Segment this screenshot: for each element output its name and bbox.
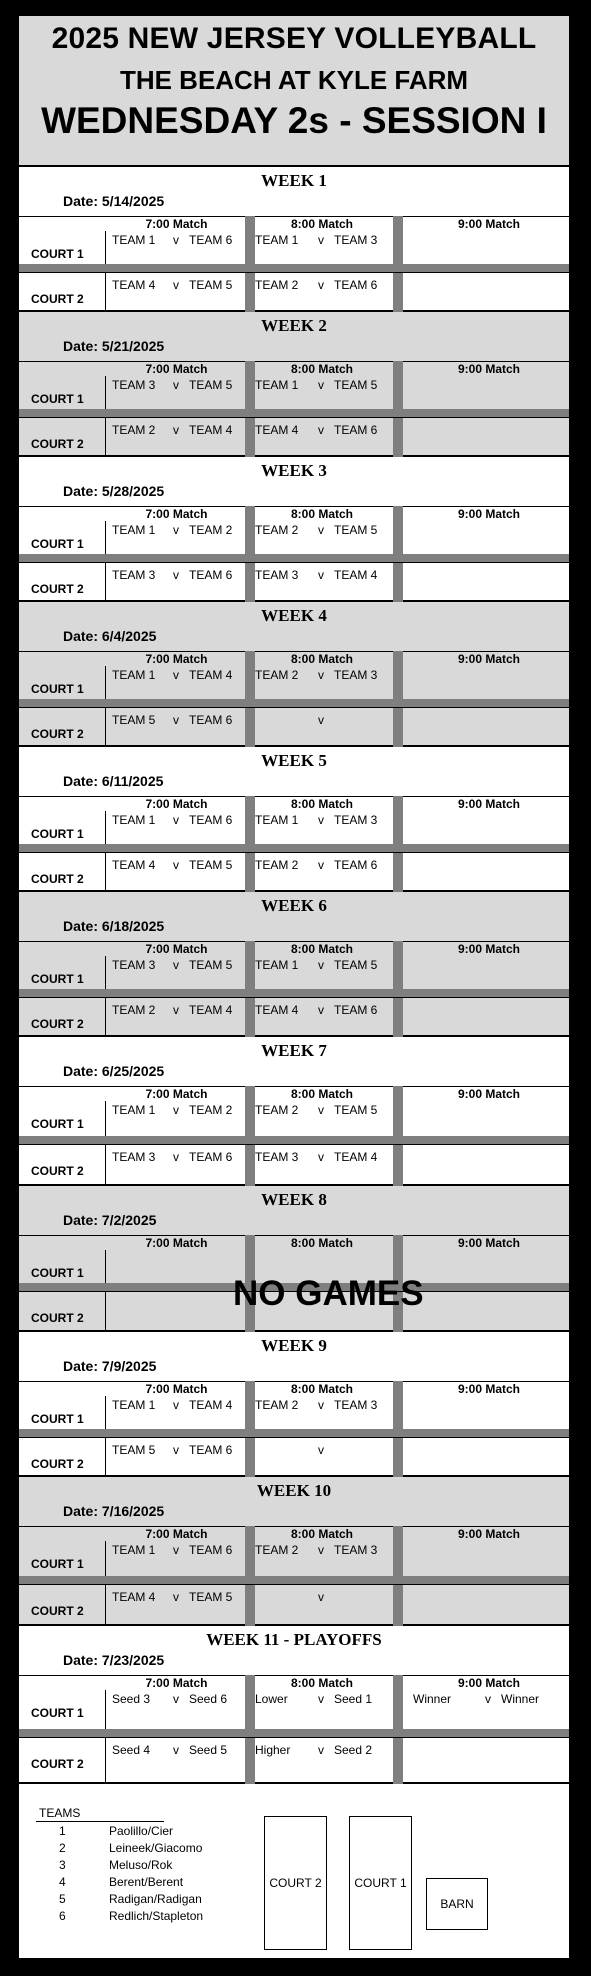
versus-mark: v [318, 858, 324, 872]
team-a: TEAM 1 [255, 958, 299, 972]
versus-mark: v [173, 423, 179, 437]
week-block [19, 747, 569, 892]
team-number: 5 [59, 1892, 66, 1906]
match-time-label: 8:00 Match [290, 1676, 354, 1690]
week-block [19, 1477, 569, 1626]
team-b: TEAM 6 [189, 1543, 233, 1557]
no-games-text: NO GAMES [233, 1274, 424, 1313]
match-time-row [19, 1381, 569, 1397]
match-time-label: 7:00 Match [145, 1527, 208, 1541]
team-number: 4 [59, 1875, 66, 1889]
week-title: WEEK 4 [261, 606, 327, 625]
versus-mark: v [318, 1743, 324, 1757]
team-a: TEAM 1 [112, 1103, 156, 1117]
court-2-label: COURT 2 [31, 1604, 84, 1618]
match-time-label: 9:00 Match [457, 507, 521, 521]
week-block [19, 457, 569, 602]
team-a: TEAM 1 [255, 378, 299, 392]
court-separator [19, 264, 569, 272]
court-row-line [19, 1584, 569, 1585]
team-a: TEAM 3 [112, 568, 156, 582]
match-time-label: 7:00 Match [145, 1676, 208, 1690]
court-2-label: COURT 2 [31, 872, 84, 886]
team-b: TEAM 5 [334, 378, 378, 392]
court-row-line [19, 1144, 569, 1145]
versus-mark: v [173, 378, 179, 392]
team-name: Paolillo/Cier [109, 1824, 174, 1838]
team-b: TEAM 6 [334, 423, 378, 437]
week-date: Date: 6/25/2025 [63, 1063, 165, 1079]
week-block [19, 892, 569, 1037]
team-b: TEAM 2 [189, 1103, 233, 1117]
week-title: WEEK 10 [256, 1481, 332, 1500]
versus-mark: v [173, 1743, 179, 1757]
team-a: TEAM 2 [255, 1398, 299, 1412]
court-2-label: COURT 2 [31, 1017, 84, 1031]
versus-mark: v [173, 1103, 179, 1117]
court-separator [19, 1136, 569, 1144]
court-2-label: COURT 2 [31, 292, 84, 306]
team-a: TEAM 2 [255, 668, 299, 682]
court-separator [19, 1729, 569, 1737]
teams-footer [19, 1784, 569, 1958]
team-b: TEAM 6 [334, 858, 378, 872]
week-block [19, 312, 569, 457]
week-title: WEEK 3 [261, 461, 327, 480]
versus-mark: v [173, 568, 179, 582]
versus-mark: v [173, 958, 179, 972]
team-b: TEAM 6 [189, 233, 233, 247]
week-date: Date: 6/18/2025 [63, 918, 165, 934]
team-a: TEAM 4 [112, 278, 156, 292]
court-2-label: COURT 2 [31, 727, 84, 741]
week-block [19, 1626, 569, 1784]
team-a: TEAM 2 [255, 858, 299, 872]
team-a: TEAM 4 [112, 858, 156, 872]
versus-mark: v [173, 713, 179, 727]
court-1-label: COURT 1 [31, 1706, 84, 1720]
versus-mark: v [173, 1398, 179, 1412]
court-2-label: COURT 2 [31, 1457, 84, 1471]
team-b: Winner [501, 1692, 540, 1706]
versus-mark: v [173, 278, 179, 292]
week-date: Date: 7/2/2025 [63, 1212, 157, 1228]
team-b: TEAM 5 [189, 278, 233, 292]
schedule-sheet [19, 16, 569, 1958]
versus-mark: v [318, 1443, 324, 1457]
match-time-row [19, 1235, 569, 1251]
team-b: TEAM 3 [334, 233, 378, 247]
team-b: TEAM 6 [189, 1443, 233, 1457]
league-title: 2025 NEW JERSEY VOLLEYBALL [51, 22, 537, 55]
court-1-label: COURT 1 [31, 972, 84, 986]
match-time-label: 8:00 Match [290, 797, 354, 811]
versus-mark: v [173, 1692, 179, 1706]
match-time-label: 8:00 Match [290, 652, 354, 666]
weeks-container [19, 167, 569, 1784]
versus-mark: v [173, 668, 179, 682]
versus-mark: v [318, 668, 324, 682]
team-a: Winner [413, 1692, 452, 1706]
week-title: WEEK 9 [261, 1336, 327, 1355]
team-name: Meluso/Rok [109, 1858, 173, 1872]
match-time-label: 8:00 Match [290, 1527, 354, 1541]
team-b: Seed 5 [189, 1743, 228, 1757]
court-row-line [19, 1737, 569, 1738]
team-a: TEAM 2 [112, 423, 156, 437]
week-block [19, 167, 569, 312]
court-row-line [19, 1437, 569, 1438]
court-1-label: COURT 1 [31, 1557, 84, 1571]
team-b: TEAM 5 [334, 958, 378, 972]
team-b: Seed 1 [334, 1692, 373, 1706]
court-2-map-label: COURT 2 [269, 1876, 322, 1890]
court-separator [19, 1576, 569, 1584]
week-block [19, 1186, 569, 1332]
versus-mark: v [318, 568, 324, 582]
court-1-map-label: COURT 1 [354, 1876, 407, 1890]
versus-mark: v [173, 1443, 179, 1457]
week-title: WEEK 8 [261, 1190, 327, 1209]
team-a: Seed 3 [112, 1692, 151, 1706]
team-a: TEAM 2 [255, 1543, 299, 1557]
team-a: Seed 4 [112, 1743, 151, 1757]
match-time-label: 8:00 Match [290, 942, 354, 956]
team-name: Berent/Berent [109, 1875, 184, 1889]
team-a: Lower [255, 1692, 288, 1706]
team-a: TEAM 3 [112, 378, 156, 392]
versus-mark: v [173, 1003, 179, 1017]
versus-mark: v [318, 378, 324, 392]
court-row-line [19, 417, 569, 418]
match-time-label: 9:00 Match [457, 217, 521, 231]
match-time-label: 8:00 Match [290, 507, 354, 521]
match-time-label: 9:00 Match [457, 1087, 521, 1101]
team-b: TEAM 4 [189, 668, 233, 682]
team-a: TEAM 1 [255, 813, 299, 827]
team-name: Leineek/Giacomo [109, 1841, 203, 1855]
team-b: Seed 6 [189, 1692, 228, 1706]
team-b: TEAM 3 [334, 1543, 378, 1557]
court-separator [19, 554, 569, 562]
team-b: TEAM 6 [189, 568, 233, 582]
team-number: 1 [59, 1824, 66, 1838]
team-b: TEAM 4 [189, 1003, 233, 1017]
team-a: TEAM 1 [112, 813, 156, 827]
team-number: 3 [59, 1858, 66, 1872]
match-time-label: 7:00 Match [145, 797, 208, 811]
versus-mark: v [173, 1150, 179, 1164]
barn-map-label: BARN [440, 1897, 474, 1911]
match-time-label: 9:00 Match [457, 1382, 521, 1396]
court-separator [19, 989, 569, 997]
match-time-label: 8:00 Match [290, 1087, 354, 1101]
week-title: WEEK 1 [261, 171, 327, 190]
team-a: TEAM 1 [112, 233, 156, 247]
match-time-row [19, 506, 569, 522]
match-time-label: 7:00 Match [145, 1236, 208, 1250]
court-2-label: COURT 2 [31, 1311, 84, 1325]
team-a: TEAM 3 [112, 958, 156, 972]
week-title: WEEK 5 [261, 751, 327, 770]
court-2-label: COURT 2 [31, 1164, 84, 1178]
team-a: TEAM 2 [255, 1103, 299, 1117]
team-a: TEAM 1 [255, 233, 299, 247]
court-1-label: COURT 1 [31, 1266, 84, 1280]
team-a: TEAM 3 [255, 1150, 299, 1164]
team-b: TEAM 5 [189, 1590, 233, 1604]
match-time-label: 9:00 Match [457, 362, 521, 376]
match-time-label: 9:00 Match [457, 797, 521, 811]
team-b: TEAM 6 [189, 713, 233, 727]
versus-mark: v [318, 1103, 324, 1117]
team-b: TEAM 6 [334, 1003, 378, 1017]
court-separator [19, 1429, 569, 1437]
week-date: Date: 7/16/2025 [63, 1503, 165, 1519]
team-number: 6 [59, 1909, 66, 1923]
team-a: TEAM 4 [255, 1003, 299, 1017]
match-time-label: 7:00 Match [145, 217, 208, 231]
team-number: 2 [59, 1841, 66, 1855]
versus-mark: v [173, 523, 179, 537]
match-time-label: 7:00 Match [145, 652, 208, 666]
teams-underline [36, 1821, 164, 1822]
team-a: TEAM 1 [112, 1543, 156, 1557]
team-b: TEAM 3 [334, 1398, 378, 1412]
versus-mark: v [173, 1543, 179, 1557]
match-time-label: 9:00 Match [457, 1236, 521, 1250]
court-separator [19, 699, 569, 707]
versus-mark: v [318, 713, 324, 727]
match-time-label: 7:00 Match [145, 942, 208, 956]
team-b: TEAM 5 [334, 1103, 378, 1117]
versus-mark: v [318, 523, 324, 537]
team-b: TEAM 4 [189, 1398, 233, 1412]
match-time-label: 9:00 Match [457, 942, 521, 956]
week-date: Date: 6/4/2025 [63, 628, 157, 644]
match-time-row [19, 1675, 569, 1691]
court-2-label: COURT 2 [31, 582, 84, 596]
versus-mark: v [173, 858, 179, 872]
week-date: Date: 6/11/2025 [63, 773, 164, 789]
week-title: WEEK 2 [261, 316, 327, 335]
versus-mark: v [318, 1543, 324, 1557]
court-1-label: COURT 1 [31, 537, 84, 551]
team-name: Redlich/Stapleton [109, 1909, 204, 1923]
team-b: TEAM 3 [334, 813, 378, 827]
schedule-header [19, 16, 569, 167]
versus-mark: v [173, 233, 179, 247]
match-time-label: 7:00 Match [145, 1087, 208, 1101]
team-b: TEAM 6 [189, 813, 233, 827]
team-a: TEAM 4 [255, 423, 299, 437]
match-time-label: 9:00 Match [457, 1676, 521, 1690]
match-time-row [19, 1086, 569, 1102]
teams-header: TEAMS [39, 1806, 81, 1820]
team-a: TEAM 2 [255, 523, 299, 537]
team-a: TEAM 3 [112, 1150, 156, 1164]
court-separator [19, 409, 569, 417]
team-b: TEAM 3 [334, 668, 378, 682]
team-a: TEAM 5 [112, 713, 156, 727]
versus-mark: v [318, 1150, 324, 1164]
court-row-line [19, 272, 569, 273]
week-block [19, 1037, 569, 1186]
court-row-line [19, 852, 569, 853]
team-a: TEAM 1 [112, 668, 156, 682]
match-time-label: 9:00 Match [457, 652, 521, 666]
team-b: TEAM 6 [334, 278, 378, 292]
match-time-label: 9:00 Match [457, 1527, 521, 1541]
court-1-map-box [349, 1816, 412, 1950]
court-1-label: COURT 1 [31, 827, 84, 841]
versus-mark: v [318, 278, 324, 292]
week-date: Date: 5/28/2025 [63, 483, 165, 499]
team-b: TEAM 6 [189, 1150, 233, 1164]
match-time-row [19, 216, 569, 232]
match-time-label: 8:00 Match [290, 362, 354, 376]
team-b: TEAM 2 [189, 523, 233, 537]
team-a: TEAM 2 [112, 1003, 156, 1017]
team-a: TEAM 5 [112, 1443, 156, 1457]
team-b: TEAM 4 [189, 423, 233, 437]
team-b: TEAM 5 [189, 858, 233, 872]
week-date: Date: 5/21/2025 [63, 338, 165, 354]
barn-map-box [426, 1878, 488, 1930]
court-2-label: COURT 2 [31, 1757, 84, 1771]
week-title: WEEK 11 - PLAYOFFS [206, 1630, 382, 1649]
team-b: TEAM 5 [189, 958, 233, 972]
team-a: TEAM 1 [112, 523, 156, 537]
match-time-label: 7:00 Match [145, 362, 208, 376]
team-b: TEAM 4 [334, 568, 378, 582]
venue-title: THE BEACH AT KYLE FARM [119, 65, 469, 95]
match-time-label: 8:00 Match [290, 1382, 354, 1396]
team-a: TEAM 4 [112, 1590, 156, 1604]
team-b: Seed 2 [334, 1743, 373, 1757]
week-block [19, 602, 569, 747]
team-a: TEAM 2 [255, 278, 299, 292]
match-time-row [19, 361, 569, 377]
team-a: TEAM 3 [255, 568, 299, 582]
court-1-label: COURT 1 [31, 1412, 84, 1426]
team-b: TEAM 5 [189, 378, 233, 392]
court-1-label: COURT 1 [31, 682, 84, 696]
match-time-label: 7:00 Match [145, 507, 208, 521]
team-a: TEAM 1 [112, 1398, 156, 1412]
versus-mark: v [318, 1398, 324, 1412]
court-1-label: COURT 1 [31, 1117, 84, 1131]
court-2-map-box [264, 1816, 327, 1950]
versus-mark: v [318, 958, 324, 972]
court-row-line [19, 997, 569, 998]
match-time-row [19, 796, 569, 812]
week-title: WEEK 6 [261, 896, 327, 915]
week-date: Date: 7/23/2025 [63, 1652, 165, 1668]
versus-mark: v [318, 233, 324, 247]
court-1-label: COURT 1 [31, 392, 84, 406]
team-a: Higher [255, 1743, 291, 1757]
team-b: TEAM 4 [334, 1150, 378, 1164]
versus-mark: v [318, 1003, 324, 1017]
court-row-line [19, 707, 569, 708]
versus-mark: v [318, 1590, 324, 1604]
versus-mark: v [173, 1590, 179, 1604]
match-time-label: 8:00 Match [290, 217, 354, 231]
court-separator [19, 844, 569, 852]
versus-mark: v [318, 1692, 324, 1706]
session-title: WEDNESDAY 2s - SESSION I [41, 100, 547, 141]
week-date: Date: 5/14/2025 [63, 193, 165, 209]
versus-mark: v [318, 423, 324, 437]
team-b: TEAM 5 [334, 523, 378, 537]
versus-mark: v [173, 813, 179, 827]
week-title: WEEK 7 [261, 1041, 327, 1060]
match-time-label: 8:00 Match [290, 1236, 354, 1250]
versus-mark: v [485, 1692, 491, 1706]
match-time-row [19, 1526, 569, 1542]
court-2-label: COURT 2 [31, 437, 84, 451]
week-date: Date: 7/9/2025 [63, 1358, 157, 1374]
week-block [19, 1332, 569, 1477]
versus-mark: v [318, 813, 324, 827]
match-time-label: 7:00 Match [145, 1382, 208, 1396]
match-time-row [19, 941, 569, 957]
court-row-line [19, 562, 569, 563]
match-time-row [19, 651, 569, 667]
court-1-label: COURT 1 [31, 247, 84, 261]
team-name: Radigan/Radigan [109, 1892, 202, 1906]
